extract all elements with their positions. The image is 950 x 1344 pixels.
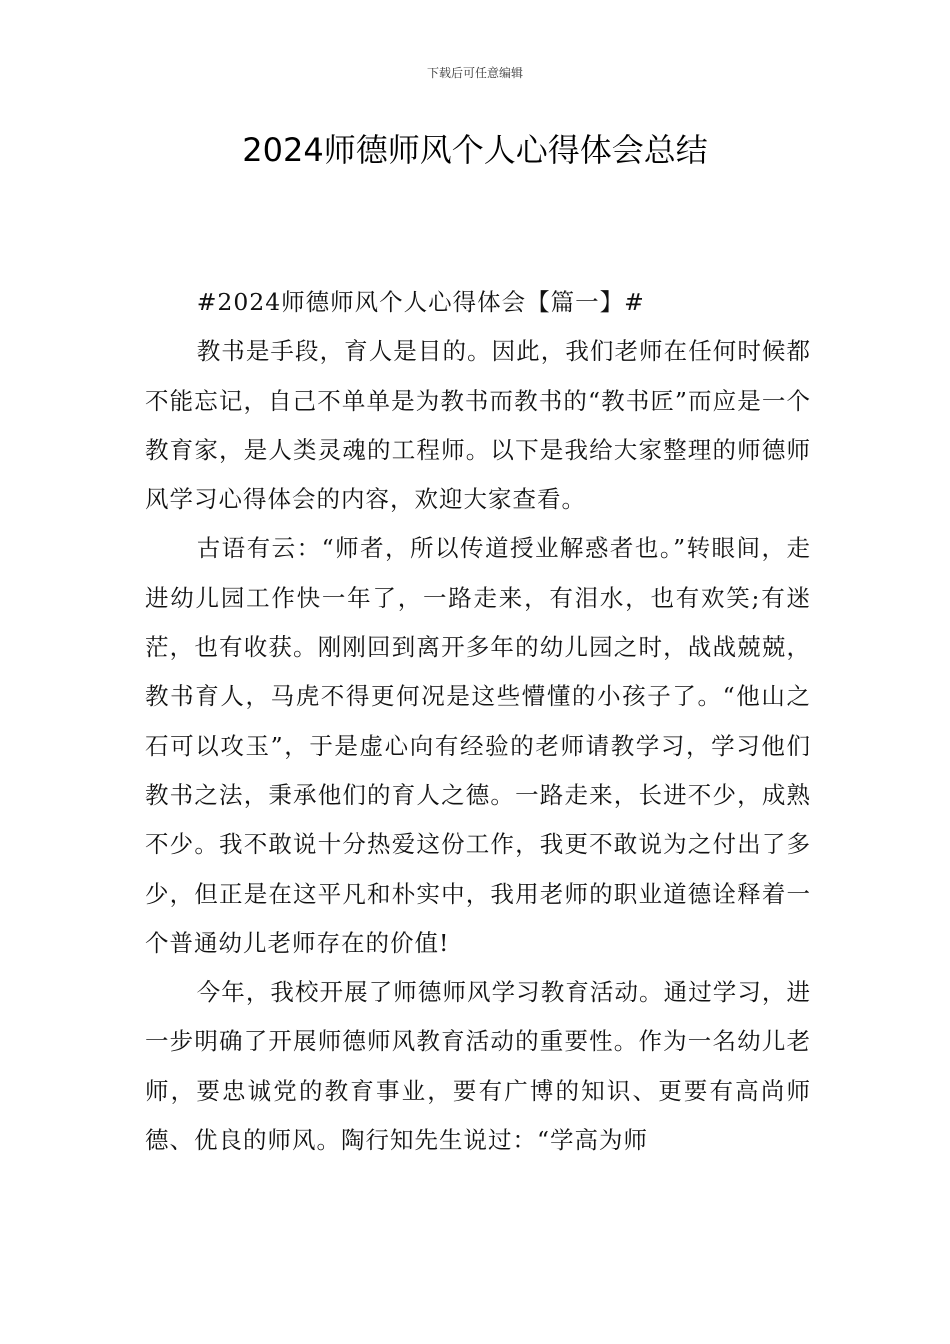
paragraph-intro: 教书是手段，育人是目的。因此，我们老师在任何时候都不能忘记，自己不单单是为教书而教书的“教书匠”而应是一个教育家，是人类灵魂的工程师。以下是我给大家整理的师德师风学习心得体会的内容，欢迎大家查看。	[145, 337, 811, 514]
section-heading: #2024师德师风个人心得体会【篇一】#	[196, 288, 645, 316]
paragraph-quote: 古语有云：“师者，所以传道授业解惑者也。”转眼间，走进幼儿园工作快一年了，一路走来，有泪水，也有欢笑;有迷茫，也有收获。刚刚回到离开多年的幼儿园之时，战战兢兢，教书育人，马虎不得更何况是这些懵懂的小孩子了。“他山之石可以攻玉”，于是虚心向有经验的老师请教学习，学习他们教书之法，秉承他们的育人之德。一路走来，长进不少，成熟不少。我不敢说十分热爱这份工作，我更不敢说为之付出了多少，但正是在这平凡和朴实中，我用老师的职业道德诠释着一个普通幼儿老师存在的价值!	[145, 534, 811, 957]
document-body	[145, 278, 811, 1165]
document-title: 2024师德师风个人心得体会总结	[242, 131, 708, 169]
header-note: 下载后可任意编辑	[426, 66, 523, 80]
paragraph-activity: 今年，我校开展了师德师风学习教育活动。通过学习，进一步明确了开展师德师风教育活动的重要性。作为一名幼儿老师，要忠诚党的教育事业，要有广博的知识、更要有高尚师德、优良的师风。陶行知先生说过：“学高为师	[145, 978, 811, 1155]
